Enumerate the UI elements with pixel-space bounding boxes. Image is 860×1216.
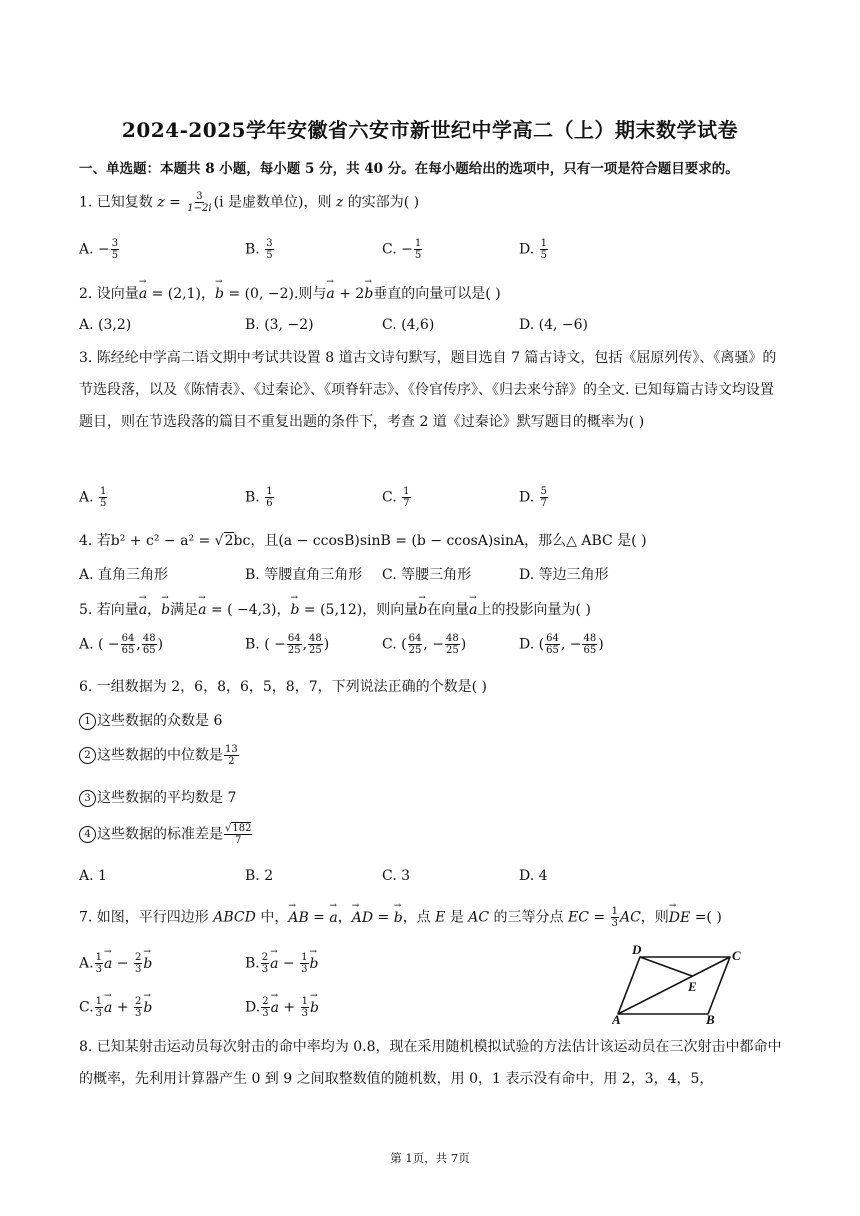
option-label: B. bbox=[245, 489, 265, 506]
frac-num: √182 bbox=[225, 823, 252, 834]
statement-text: 这些数据的平均数是 7 bbox=[97, 790, 237, 806]
vector-ab: → AB bbox=[288, 910, 308, 926]
q7-fraction bbox=[611, 906, 619, 929]
option-mid: , bbox=[136, 636, 141, 653]
vector-a: → a bbox=[326, 286, 334, 302]
option-op: − bbox=[112, 955, 133, 972]
q7-text: 是 bbox=[445, 909, 469, 926]
frac-den: 7 bbox=[403, 498, 410, 509]
frac-num: 48 bbox=[583, 633, 597, 644]
question-5 bbox=[79, 599, 591, 619]
circled-number: 2 bbox=[79, 747, 96, 764]
q4-text: 4. 若b² + c² − a² = √ bbox=[79, 533, 224, 549]
q5-option-c[interactable] bbox=[382, 633, 466, 656]
q7-option-c[interactable] bbox=[79, 996, 152, 1019]
frac-den: 3 bbox=[261, 964, 269, 975]
q2-option-d[interactable]: D. (4, −6) bbox=[519, 317, 588, 333]
vector-a: → a bbox=[270, 956, 278, 972]
frac-num: 2 bbox=[262, 996, 269, 1007]
frac-num: 64 bbox=[546, 633, 559, 644]
q5-text: ， bbox=[147, 602, 162, 618]
option-fraction bbox=[261, 996, 269, 1019]
option-fraction bbox=[111, 238, 119, 261]
q5-option-b[interactable] bbox=[245, 633, 329, 656]
q7-text: = bbox=[308, 909, 330, 926]
vector-a: → a bbox=[104, 1000, 112, 1016]
option-fraction bbox=[99, 486, 107, 509]
q4-text: bc，且(a − ccosB)sinB = (b − ccosA)sinA，那么△ ABC 是( ) bbox=[233, 533, 647, 549]
q2-option-a[interactable]: A. (3,2) bbox=[79, 317, 132, 333]
option-fraction bbox=[414, 238, 422, 261]
option-pre: D. bbox=[245, 999, 261, 1016]
vector-b: → b bbox=[394, 910, 403, 926]
q5-suffix: 上的投影向量为( ) bbox=[477, 602, 591, 618]
q1-var2: z bbox=[335, 194, 344, 211]
q1-suffix: 的实部为( ) bbox=[343, 194, 420, 211]
option-post: ) bbox=[157, 636, 164, 653]
statement-text: 这些数据的标准差是 bbox=[97, 826, 223, 843]
option-fraction bbox=[408, 633, 423, 656]
frac-num: 1 bbox=[301, 996, 308, 1007]
circled-number: 1 bbox=[79, 713, 96, 730]
frac-num: 48 bbox=[445, 633, 459, 644]
q5-text: = ( −4,3)， bbox=[206, 602, 291, 618]
option-fraction bbox=[265, 238, 273, 261]
q2-option-c[interactable]: C. (4,6) bbox=[382, 317, 435, 333]
q6-statement-2 bbox=[79, 744, 240, 767]
option-fraction bbox=[265, 486, 273, 509]
q6-option-d[interactable]: D. 4 bbox=[519, 868, 548, 884]
q7-text: 的三等分点 bbox=[489, 909, 569, 926]
statement-fraction bbox=[224, 744, 239, 767]
frac-den: 3 bbox=[135, 1008, 142, 1019]
q7-text: = bbox=[588, 909, 610, 926]
frac-den: 5 bbox=[540, 250, 548, 261]
frac-den: 3 bbox=[95, 964, 102, 975]
frac-num: 1 bbox=[414, 238, 422, 249]
q5-option-d[interactable] bbox=[519, 633, 604, 656]
q7-text: 7. 如图，平行四边形 bbox=[79, 909, 214, 926]
option-mid: , − bbox=[423, 636, 444, 653]
q3-option-a[interactable] bbox=[79, 486, 108, 509]
option-pre: C. bbox=[79, 999, 94, 1016]
q1-option-d[interactable] bbox=[519, 238, 549, 261]
q6-option-b[interactable]: B. 2 bbox=[245, 868, 274, 884]
vertex-label-a: A bbox=[612, 1012, 621, 1024]
option-fraction bbox=[121, 633, 136, 656]
q6-statement-4 bbox=[79, 823, 253, 846]
option-label: D. bbox=[519, 241, 539, 258]
option-pre: A. bbox=[79, 955, 94, 972]
q1-fraction bbox=[186, 191, 212, 214]
frac-den: 3 bbox=[262, 1008, 269, 1019]
point-label-e: E bbox=[688, 979, 697, 994]
option-fraction bbox=[300, 952, 308, 975]
vertex-label-c: C bbox=[732, 948, 741, 963]
frac-num: 3 bbox=[111, 238, 119, 249]
parallelogram-figure bbox=[612, 944, 752, 1024]
frac-den: 5 bbox=[100, 498, 107, 509]
q7-var: ABCD bbox=[213, 909, 256, 926]
frac-den: 5 bbox=[111, 250, 119, 261]
frac-den: 7 bbox=[235, 835, 242, 846]
option-pre: A. ( − bbox=[79, 636, 120, 653]
q2-option-b[interactable]: B. (3, −2) bbox=[245, 317, 314, 333]
option-post: ) bbox=[323, 636, 330, 653]
frac-num: 13 bbox=[225, 744, 238, 755]
option-fraction bbox=[95, 952, 103, 975]
vector-b: → b bbox=[418, 602, 427, 618]
vector-a: → a bbox=[469, 602, 477, 618]
frac-den: 65 bbox=[546, 645, 559, 656]
q7-option-d[interactable] bbox=[245, 996, 319, 1019]
option-mid: , − bbox=[560, 636, 582, 653]
vector-a: → a bbox=[198, 602, 206, 618]
option-fraction bbox=[142, 633, 157, 656]
frac-num: 1 bbox=[301, 952, 308, 963]
option-pre: B. bbox=[245, 955, 260, 972]
frac-den: 65 bbox=[142, 645, 156, 656]
q5-prefix: 5. 若向量 bbox=[79, 602, 139, 618]
q3-option-d[interactable] bbox=[519, 486, 549, 509]
option-label: C. bbox=[382, 489, 402, 506]
option-fraction bbox=[134, 952, 142, 975]
q1-option-c[interactable] bbox=[382, 238, 423, 261]
q1-frac-num: 3 bbox=[196, 191, 203, 202]
frac-num: 48 bbox=[309, 633, 322, 644]
question-1 bbox=[79, 191, 419, 214]
option-label: B. bbox=[245, 241, 265, 258]
frac-num: 1 bbox=[266, 486, 273, 497]
frac-num: 1 bbox=[95, 952, 102, 963]
q1-prefix: 1. 已知复数 bbox=[79, 194, 158, 211]
q7-var: AC bbox=[468, 909, 490, 926]
vertex-label-d: D bbox=[632, 944, 642, 957]
option-fraction bbox=[287, 633, 302, 656]
frac-den: 6 bbox=[266, 498, 273, 509]
vector-b: → b bbox=[143, 1000, 152, 1016]
option-op: + bbox=[278, 999, 300, 1016]
option-post: ) bbox=[460, 636, 467, 653]
q2-text: + 2 bbox=[334, 286, 365, 302]
statement-text: 这些数据的中位数是 bbox=[97, 747, 223, 764]
frac-num: 1 bbox=[611, 906, 618, 917]
circled-number: 4 bbox=[79, 826, 96, 843]
frac-num: 1 bbox=[95, 996, 103, 1007]
q4-option-c[interactable]: C. 等腰三角形 bbox=[382, 567, 472, 583]
option-fraction bbox=[308, 633, 323, 656]
frac-den: 65 bbox=[121, 645, 135, 656]
vertex-label-b: B bbox=[706, 1012, 715, 1024]
q6-statement-1 bbox=[79, 710, 222, 730]
frac-den: 25 bbox=[309, 645, 322, 656]
q5-text: 在向量 bbox=[427, 602, 470, 618]
option-fraction bbox=[301, 996, 309, 1019]
q6-statement-3 bbox=[79, 787, 236, 807]
frac-num: 2 bbox=[134, 952, 142, 963]
frac-den: 7 bbox=[540, 498, 548, 509]
q7-text: = bbox=[373, 909, 394, 926]
option-fraction bbox=[95, 996, 103, 1019]
frac-den: 5 bbox=[266, 250, 273, 261]
question-4 bbox=[79, 530, 647, 550]
vector-a: → a bbox=[329, 910, 337, 926]
q2-text: = (2,1)， bbox=[147, 286, 215, 302]
frac-num: 5 bbox=[540, 486, 548, 497]
sqrt-radicand: 182 bbox=[232, 823, 252, 834]
q7-var: EC bbox=[568, 909, 589, 926]
frac-num: 2 bbox=[261, 952, 269, 963]
option-label: A. bbox=[79, 489, 99, 506]
parallelogram-shape bbox=[618, 957, 730, 1014]
frac-num: 48 bbox=[142, 633, 156, 644]
option-fraction bbox=[540, 238, 548, 261]
q2-text: = (0, −2).则与 bbox=[223, 286, 327, 302]
q3-option-c[interactable] bbox=[382, 486, 412, 509]
option-fraction bbox=[134, 996, 142, 1019]
q4-option-b[interactable]: B. 等腰直角三角形 bbox=[245, 567, 363, 583]
q5-text: = (5,12)，则向量 bbox=[299, 602, 419, 618]
option-post: ) bbox=[598, 636, 604, 653]
q7-text: ， bbox=[337, 909, 352, 926]
frac-num: 64 bbox=[121, 633, 135, 644]
option-fraction bbox=[540, 486, 548, 509]
frac-den: 3 bbox=[134, 964, 142, 975]
q4-option-d[interactable]: D. 等边三角形 bbox=[519, 567, 609, 583]
q1-mid: (i 是虚数单位)，则 bbox=[213, 194, 336, 211]
vector-a: → a bbox=[271, 1000, 279, 1016]
q6-option-c[interactable]: C. 3 bbox=[382, 868, 411, 884]
option-fraction bbox=[445, 633, 460, 656]
option-op: + bbox=[112, 999, 134, 1016]
frac-den: 3 bbox=[301, 964, 308, 975]
segment-de bbox=[640, 957, 692, 976]
question-8: 8. 已知某射击运动员每次射击的命中率均为 0.8，现在采用随机模拟试验的方法估计该运动员在三次射击中都命中的概率，先利用计算器产生 0 到 9 之间取整数值的随机数，用 0，1 表示没有命中，用 2，3，4，5， bbox=[79, 1039, 782, 1087]
frac-den: 65 bbox=[583, 645, 597, 656]
option-label: A. − bbox=[79, 241, 110, 258]
frac-num: 64 bbox=[287, 633, 301, 644]
frac-num: 1 bbox=[403, 486, 410, 497]
frac-den: 5 bbox=[414, 250, 422, 261]
vector-ad: → AD bbox=[352, 910, 373, 926]
q7-var: AC bbox=[619, 909, 641, 926]
option-fraction bbox=[261, 952, 269, 975]
q6-option-a[interactable]: A. 1 bbox=[79, 868, 107, 884]
frac-num: 3 bbox=[266, 238, 273, 249]
option-pre: B. ( − bbox=[245, 636, 286, 653]
q7-text: ，点 bbox=[402, 909, 436, 926]
frac-den: 3 bbox=[611, 918, 618, 929]
vector-b: → b bbox=[310, 1000, 319, 1016]
frac-den: 25 bbox=[287, 645, 301, 656]
option-pre: D. ( bbox=[519, 636, 545, 653]
frac-num: 1 bbox=[540, 238, 548, 249]
q7-option-a[interactable] bbox=[79, 952, 152, 975]
q1-eq: = bbox=[164, 194, 186, 211]
frac-den: 25 bbox=[445, 645, 459, 656]
question-3: 3. 陈经纶中学高二语文期中考试共设置 8 道古文诗句默写，题目选自 7 篇古诗文，包括《屈原列传》、《离骚》的节选段落，以及《陈情表》、《过秦论》、《项脊轩志》、《伶官传序》、《归去来兮辞》的全文. 已知每篇古诗文均设置题目，则在节选段落的篇目不重复出题的条件下，考查 2 道《过秦论》默写题目的概率为( ) bbox=[79, 350, 777, 430]
q1-frac-den: 1−2i bbox=[187, 203, 212, 214]
vector-b: → b bbox=[364, 286, 373, 302]
vector-b: → b bbox=[143, 956, 152, 972]
q7-text: ，则 bbox=[640, 909, 669, 926]
option-fraction bbox=[582, 633, 597, 656]
frac-den: 3 bbox=[95, 1008, 103, 1019]
question-6: 6. 一组数据为 2，6，8，6，5，8，7，下列说法正确的个数是( ) bbox=[79, 679, 487, 695]
vector-a: → a bbox=[104, 956, 112, 972]
question-7 bbox=[79, 906, 722, 929]
vector-a: → a bbox=[139, 602, 147, 618]
q2-suffix: 垂直的向量可以是( ) bbox=[373, 286, 501, 302]
section-heading: 一、单选题：本题共 8 小题，每小题 5 分，共 40 分。在每小题给出的选项中，只有一项是符合题目要求的。 bbox=[79, 161, 739, 177]
frac-num: 64 bbox=[408, 633, 422, 644]
statement-text: 这些数据的众数是 6 bbox=[97, 713, 223, 729]
option-label: D. bbox=[519, 489, 539, 506]
q7-var: E bbox=[435, 909, 446, 926]
q7-text: 中， bbox=[255, 909, 289, 926]
statement-fraction bbox=[224, 823, 252, 846]
option-fraction bbox=[545, 633, 560, 656]
page-title: 2024-2025学年安徽省六安市新世纪中学高二（上）期末数学试卷 bbox=[121, 118, 739, 142]
question-2 bbox=[79, 283, 501, 303]
vector-b: → b bbox=[161, 602, 170, 618]
q4-sqrt: 2 bbox=[224, 533, 234, 549]
option-op: − bbox=[278, 955, 300, 972]
vector-b: → b bbox=[310, 956, 319, 972]
circled-number: 3 bbox=[79, 790, 96, 807]
diagonal-ac bbox=[618, 957, 730, 1014]
frac-den: 25 bbox=[408, 645, 422, 656]
option-label: C. − bbox=[382, 241, 413, 258]
q7-option-b[interactable] bbox=[245, 952, 318, 975]
frac-den: 2 bbox=[228, 756, 235, 767]
q1-option-b[interactable] bbox=[245, 238, 275, 261]
vector-a: → a bbox=[139, 286, 147, 302]
q5-option-a[interactable] bbox=[79, 633, 163, 656]
option-pre: C. ( bbox=[382, 636, 407, 653]
q1-option-a[interactable] bbox=[79, 238, 120, 261]
frac-den: 3 bbox=[301, 1008, 308, 1019]
q7-suffix: =( ) bbox=[690, 909, 722, 926]
vector-de: → DE bbox=[669, 910, 690, 926]
q1-var: z bbox=[157, 194, 165, 211]
vector-b: → b bbox=[215, 286, 224, 302]
q2-prefix: 2. 设向量 bbox=[79, 286, 139, 302]
frac-num: 2 bbox=[135, 996, 142, 1007]
page-footer: 第 1页，共 7页 bbox=[390, 1151, 470, 1165]
q4-option-a[interactable]: A. 直角三角形 bbox=[79, 567, 169, 583]
option-mid: , bbox=[302, 636, 308, 653]
vector-b: → b bbox=[291, 602, 300, 618]
q5-text: 满足 bbox=[170, 602, 199, 618]
q3-option-b[interactable] bbox=[245, 486, 275, 509]
frac-num: 1 bbox=[100, 486, 107, 497]
option-fraction bbox=[402, 486, 410, 509]
